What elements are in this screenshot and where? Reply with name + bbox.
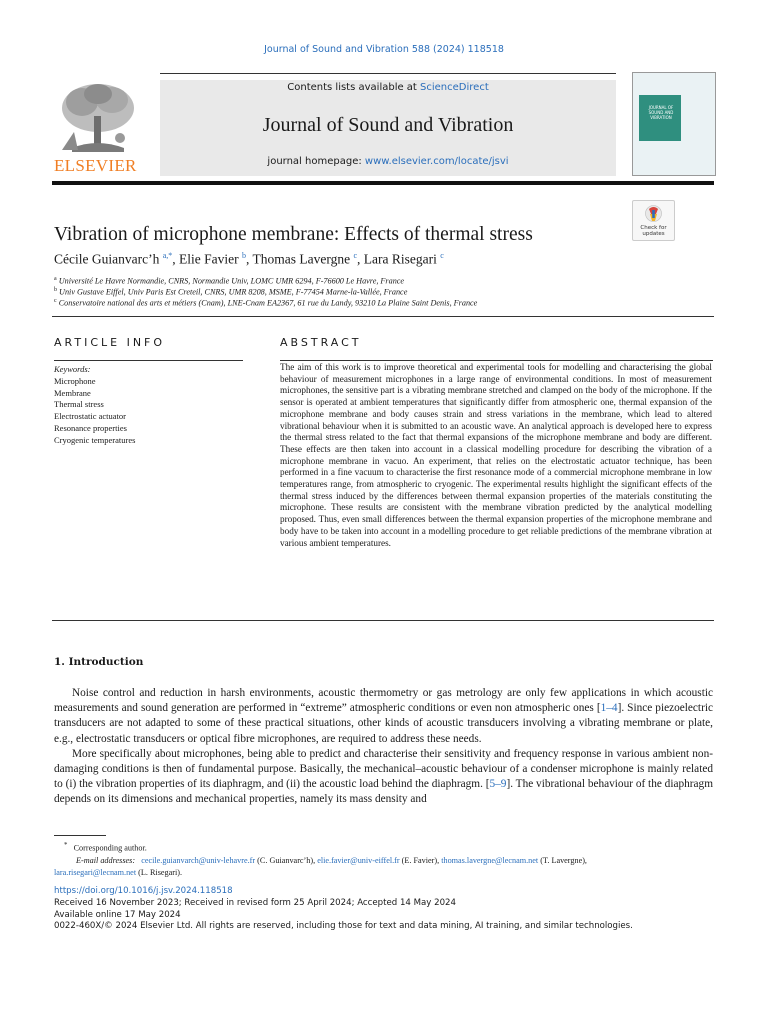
footnotes	[54, 840, 714, 879]
footnote-rule	[54, 835, 106, 836]
doi-link[interactable]: https://doi.org/10.1016/j.jsv.2024.118518	[54, 886, 233, 896]
header-rule	[160, 73, 616, 74]
header-thick-rule	[52, 181, 714, 185]
author-affiliation-mark[interactable]: c	[440, 251, 444, 260]
elsevier-wordmark: ELSEVIER	[54, 156, 137, 175]
affiliation	[54, 276, 404, 286]
section-rule	[52, 620, 714, 621]
footnote-star: *	[64, 842, 68, 849]
check-updates-icon	[645, 205, 662, 224]
citation-link[interactable]: 1–4	[600, 702, 618, 715]
citation-link[interactable]: 5–9	[489, 778, 507, 791]
article-info-rule	[54, 360, 243, 361]
author-list: Cécile Guianvarc’h $^{a,*}$, Elie Favier $^b$, Thomas Lavergne $^c$, Lara Risegari $^c$	[54, 251, 444, 267]
keyword: Microphone	[54, 376, 96, 386]
article-info-heading: ARTICLE INFO	[54, 336, 166, 349]
email-owner: (L. Risegari).	[138, 867, 183, 877]
author-affiliation-mark[interactable]: c	[353, 251, 358, 260]
affiliation	[54, 298, 477, 308]
homepage-line	[160, 156, 616, 167]
author-name[interactable]: Elie Favier	[179, 251, 239, 267]
check-updates-label: Check for updates	[640, 225, 667, 237]
author-affiliation-mark[interactable]: a,*	[162, 251, 173, 260]
keyword: Membrane	[54, 387, 91, 398]
journal-title: Journal of Sound and Vibration	[262, 114, 514, 136]
homepage-link[interactable]: www.elsevier.com/locate/jsvi	[364, 156, 509, 167]
affiliation-text: Conservatoire national des arts et métiers (Cnam), LNE-Cnam EA2367, 61 rue du Landy, 93210 La Plaine Saint Denis, France	[58, 298, 478, 308]
affiliation-mark: c	[54, 298, 57, 304]
section-heading-introduction: 1. Introduction	[54, 656, 144, 668]
keywords-list	[54, 376, 135, 446]
abstract-heading: ABSTRACT	[280, 336, 362, 349]
email-addresses-cont	[54, 867, 714, 879]
available-online: Available online 17 May 2024	[54, 909, 181, 920]
cover-title: JOURNAL OF SOUND AND VIBRATION	[648, 105, 674, 120]
keyword: Cryogenic temperatures	[54, 434, 136, 445]
affiliation-mark: b	[54, 287, 57, 293]
copyright-notice: 0022-460X/© 2024 Elsevier Ltd. All rights are reserved, including those for text and data mining, AI training, and similar technologies.	[54, 921, 633, 932]
paragraph: More specifically about microphones, being able to predict and characterise their sensitivity and frequency response in various ambient non-damaging conditions is then of fundamental purpose. Basically, the mechanical–acoustic behaviour of a condenser microphone is mainly related to (i) the vibration properties of its diaphragm, and (ii) the acoustic load behind the diaphragm. [5–9]. The vibrational behaviour of the diaphragm depends on its dimensions and mechanical properties, namely its mass density and	[54, 747, 713, 806]
author-affiliation-mark[interactable]: b	[242, 251, 246, 260]
keywords-label: Keywords:	[54, 364, 91, 374]
email-owner: (T. Lavergne),	[540, 855, 587, 865]
email-link[interactable]: cecile.guianvarch@univ-lehavre.fr	[141, 855, 256, 865]
check-for-updates-badge[interactable]	[632, 200, 675, 241]
email-addresses	[54, 855, 714, 867]
email-link[interactable]: thomas.lavergne@lecnam.net	[441, 855, 539, 865]
author-name[interactable]: Lara Risegari	[363, 251, 437, 267]
section-rule	[52, 316, 714, 317]
author-name[interactable]: Thomas Lavergne	[252, 251, 351, 267]
email-link[interactable]: elie.favier@univ-eiffel.fr	[317, 855, 400, 865]
homepage-prefix: journal homepage:	[267, 156, 365, 167]
paragraph: Noise control and reduction in harsh environments, acoustic thermometry or gas metrology are only few applications in which acoustic measurements and sound generation are performed in “extreme” atmospheric conditions or even non atmospheric ones [1–4]. Since piezoelectric transducers are not adapted to some of these practical situations, other kinds of acoustic transducers involving a vibrating membrane or plate, e.g., electrostatic transducers or optical fibre microphones, are required to address these needs.	[54, 687, 713, 745]
received-dates: Received 16 November 2023; Received in revised form 25 April 2024; Accepted 14 May 2024	[54, 897, 456, 908]
journal-cover-thumbnail[interactable]	[632, 72, 716, 176]
introduction-body	[54, 686, 713, 808]
abstract-body: The aim of this work is to improve theoretical and experimental tools for modelling and characterising the global behaviour of measurement microphones in a large range of environmental conditions. In most of measurement microphones, the sensitive part is a vibrating membrane stretched and clamped on the body of the microphone. If the sensor is operated at ambient temperatures that significantly differ from atmospheric one, thermal expansion of the microphone membrane and body causes strain and stress variations in the membrane, which lead to altered vibrational behaviour when it is submitted to an acoustic wave. An analytical approach is developed here to express the thermal stress related to the fact that thermal expansions of the microphone membrane and body are different. These effects are then taken into account in a classical modelling procedure for describing the vibration of a microphone membrane in vacuo. An experiment, that relies on the electrostatic actuator technique, has been performed in a fine vacuum to characterise the first resonance mode of a commercial microphone membrane in low temperatures range, from atmospheric to cryogenic. The experimental results highlight the significant effects of the thermal stress induced by the differences between thermal expansion properties of the materials constituting the microphone. These results are consistent with the membrane vibration predicted by the analytical modelling proposed. Thus, even small differences between the thermal expansion properties of the microphone membrane and body have to be taken into account in a modelling procedure to get reliable predictions of the membrane vibration at various ambient temperatures.	[280, 362, 712, 548]
corresponding-author-label: Corresponding author.	[73, 843, 147, 853]
affiliation-mark: a	[54, 276, 57, 282]
journal-citation[interactable]: Journal of Sound and Vibration 588 (2024) 118518	[264, 44, 504, 55]
publication-info	[54, 886, 734, 933]
email-link[interactable]: lara.risegari@lecnam.net	[54, 867, 137, 877]
abstract-rule	[280, 360, 713, 361]
contents-line	[160, 82, 616, 93]
sciencedirect-link[interactable]: ScienceDirect	[420, 82, 489, 93]
email-owner: (E. Favier),	[401, 855, 440, 865]
affiliation-text: Univ Gustave Eiffel, Univ Paris Est Creteil, CNRS, UMR 8208, MSME, F-77454 Marne-la-Vallée, France	[59, 287, 408, 297]
keyword: Resonance properties	[54, 422, 127, 433]
email-label: E-mail addresses:	[76, 855, 136, 865]
article-title: Vibration of microphone membrane: Effects of thermal stress	[54, 224, 533, 245]
contents-prefix: Contents lists available at	[287, 82, 421, 93]
affiliation-text: Université Le Havre Normandie, CNRS, Normandie Univ, LOMC UMR 6294, F-76600 Le Havre, France	[58, 276, 405, 286]
affiliation	[54, 287, 407, 297]
keyword: Thermal stress	[54, 399, 104, 410]
email-owner: (C. Guianvarc’h),	[257, 855, 316, 865]
corresponding-author-note	[54, 840, 714, 855]
author-name[interactable]: Cécile Guianvarc’h	[54, 251, 160, 267]
keyword: Electrostatic actuator	[54, 411, 126, 422]
